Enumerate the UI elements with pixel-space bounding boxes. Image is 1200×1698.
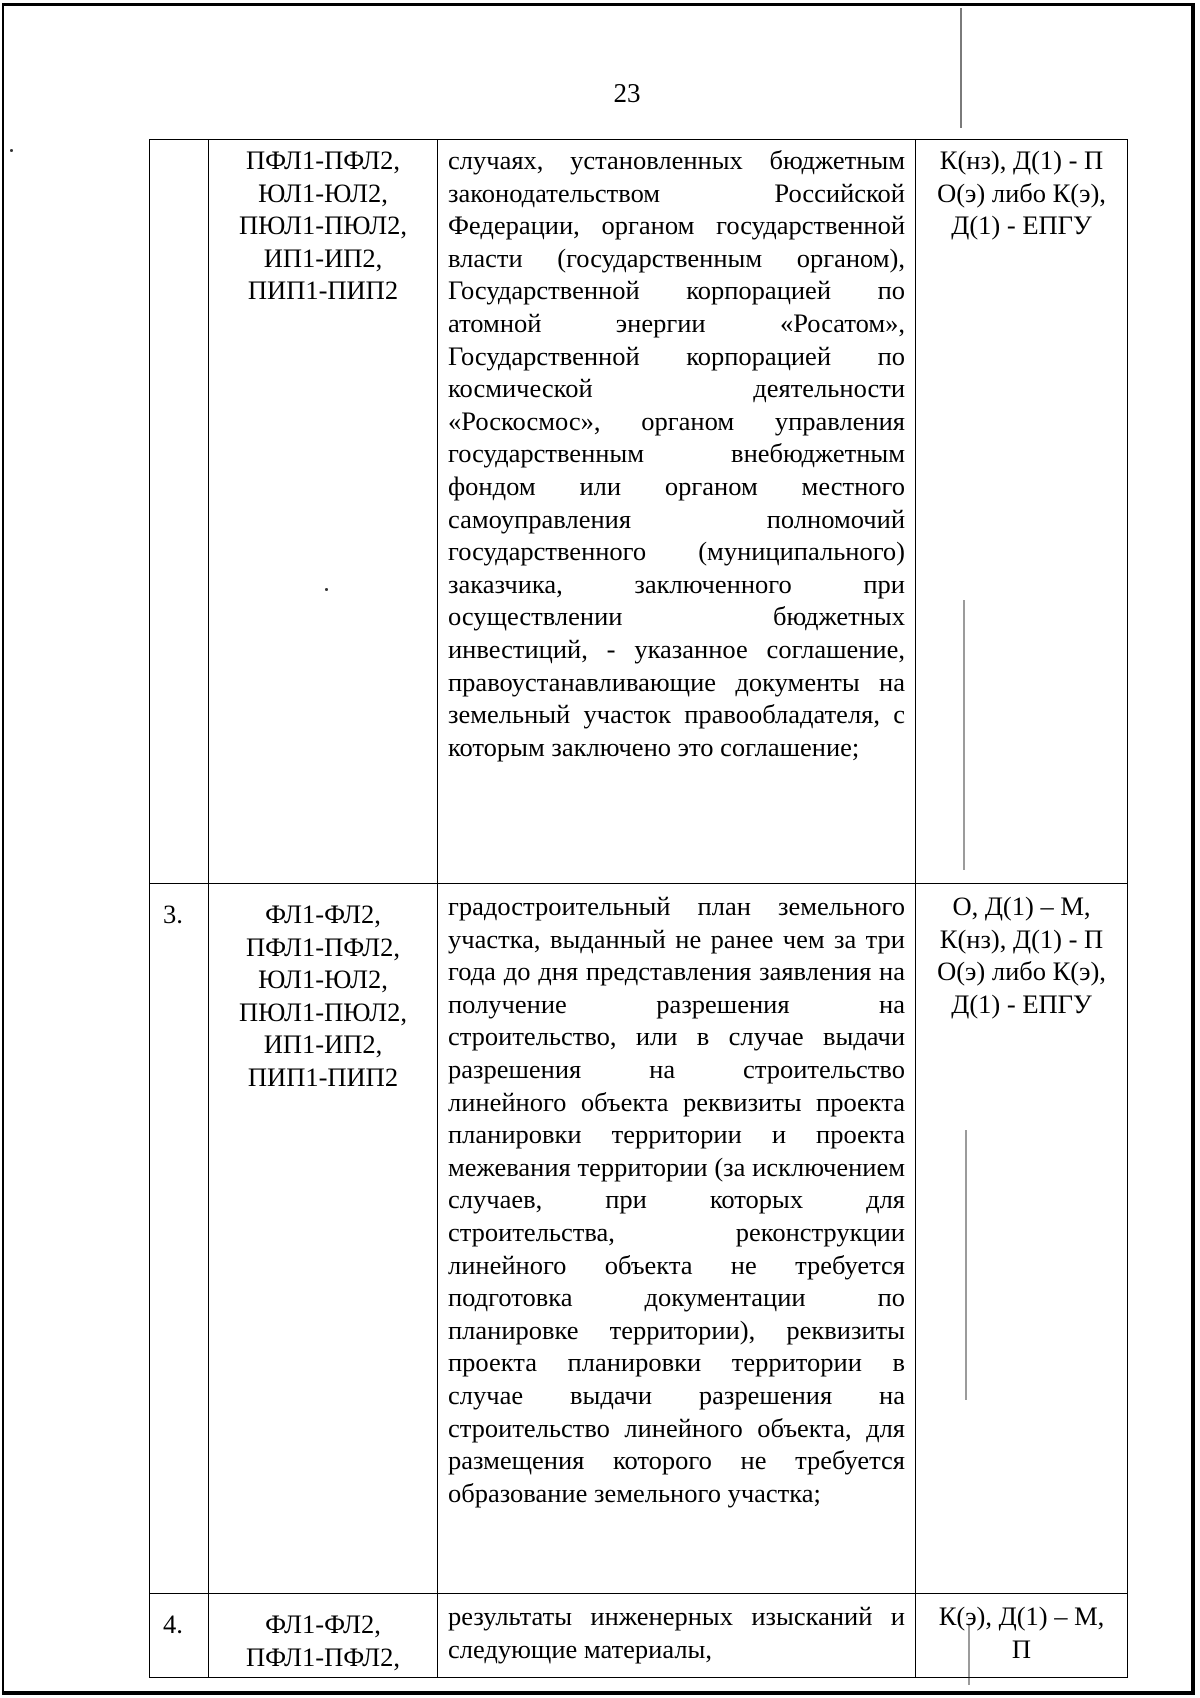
submission-methods — [916, 140, 1128, 884]
code-line: ЮЛ1-ЮЛ2, — [258, 964, 388, 995]
document-description: результаты инженерных изысканий и следующие материалы, — [438, 1594, 916, 1678]
applicant-codes — [209, 1594, 438, 1678]
page-number: 23 — [613, 78, 641, 108]
code-line: ПФЛ1-ПФЛ2, — [245, 931, 401, 962]
row-number: 4. — [150, 1594, 209, 1678]
code-line: ИП1-ИП2, — [263, 1029, 383, 1060]
applicant-codes — [209, 884, 438, 1594]
code-line: ПФЛ1-ПФЛ2, — [245, 1641, 401, 1672]
row-number — [150, 140, 209, 884]
method-line: О(э) либо К(э), — [937, 177, 1106, 208]
scan-artifact — [960, 8, 962, 128]
table-row — [150, 140, 1128, 884]
scan-artifact — [968, 1625, 970, 1685]
code-line: ИП1-ИП2, — [263, 242, 383, 273]
scan-artifact — [963, 600, 965, 870]
code-line: ФЛ1-ФЛ2, — [265, 1609, 381, 1639]
row-number: 3. — [150, 884, 209, 1594]
code-line: ПЮЛ1-ПЮЛ2, — [238, 210, 407, 241]
code-line: ЮЛ1-ЮЛ2, — [258, 177, 388, 208]
code-line: ПЮЛ1-ПЮЛ2, — [238, 996, 407, 1027]
document-description: случаях, установленных бюджетным законодательством Российской Федерации, органом государственной власти (государственным органом), Государственной корпорацией по атомной энергии «Росатом», Государственной корпорацией по космической деятельности «Роскосмос», органом управления государственным внебюджетным фондом или органом местного самоуправления полномочий государственного (муниципального) заказчика, заключенного при осуществлении бюджетных инвестиций, - указанное соглашение, правоустанавливающие документы на земельный участок правообладателя, с которым заключено это соглашение; — [438, 140, 916, 884]
scan-artifact — [965, 1130, 967, 1400]
document-table — [149, 139, 1128, 1678]
code-line: ПИП1-ПИП2 — [247, 275, 399, 306]
table-row — [150, 1594, 1128, 1678]
code-line: ПФЛ1-ПФЛ2, — [245, 145, 401, 175]
method-line: П — [1011, 1633, 1032, 1664]
method-line: К(э), Д(1) – М, — [938, 1601, 1105, 1631]
method-line: К(нз), Д(1) - П — [939, 145, 1104, 175]
code-line: ФЛ1-ФЛ2, — [265, 899, 381, 929]
method-line: Д(1) - ЕПГУ — [951, 210, 1092, 241]
document-description: градостроительный план земельного участка, выданный не ранее чем за три года до дня представления заявления на получение разрешения на строительство, или в случае выдачи разрешения на строительство линейного объекта реквизиты проекта планировки территории и проекта межевания территории (за исключением случаев, при которых для строительства, реконструкции линейного объекта не требуется подготовка документации по планировке территории), реквизиты проекта планировки территории в случае выдачи разрешения на строительство линейного объекта, для размещения которого не требуется образование земельного участка; — [438, 884, 916, 1594]
method-line: К(нз), Д(1) - П — [939, 923, 1104, 954]
applicant-codes — [209, 140, 438, 884]
table-row — [150, 884, 1128, 1594]
submission-methods — [916, 1594, 1128, 1678]
submission-methods — [916, 884, 1128, 1594]
method-line: О(э) либо К(э), — [937, 956, 1106, 987]
code-line: ПИП1-ПИП2 — [247, 1061, 399, 1092]
method-line: Д(1) - ЕПГУ — [951, 988, 1092, 1019]
scan-artifact — [325, 588, 328, 591]
method-line: О, Д(1) – М, — [952, 891, 1091, 921]
scan-artifact — [10, 149, 13, 152]
